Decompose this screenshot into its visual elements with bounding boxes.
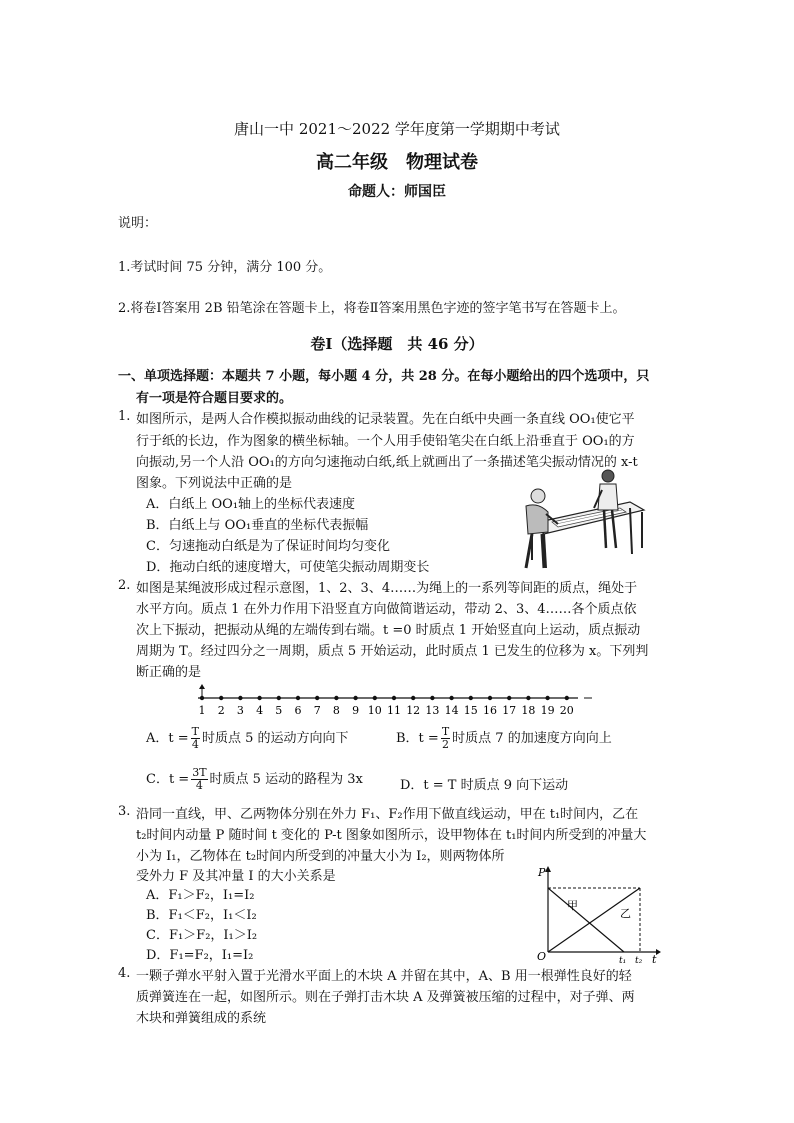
rope-point-12 bbox=[411, 696, 415, 700]
q2-line-2: 水平方向。质点 1 在外力作用下沿竖直方向做简谐运动，带动 2、3、4……各个质点依 bbox=[136, 602, 637, 617]
q3-line-1: 沿同一直线，甲、乙两物体分别在外力 F₁、F₂作用下做直线运动，甲在 t₁时间内，乙在 bbox=[136, 807, 639, 822]
rope-point-label-10: 10 bbox=[367, 704, 382, 717]
rope-point-11 bbox=[392, 696, 396, 700]
q1-line-1: 如图所示，是两人合作模拟振动曲线的记录装置。先在白纸中央画一条直线 OO₁使它平 bbox=[136, 412, 635, 427]
graph-label-o: O bbox=[537, 950, 547, 963]
graph-label-jia: 甲 bbox=[567, 899, 578, 912]
rope-point-label-18: 18 bbox=[521, 704, 536, 717]
rope-point-label-14: 14 bbox=[444, 704, 459, 717]
q3-line-3: 小为 I₁，乙物体在 t₂时间内所受到的冲量大小为 I₂，则两物体所 bbox=[136, 849, 505, 864]
rope-point-label-12: 12 bbox=[406, 704, 421, 717]
q1-line-4: 图象。下列说法中正确的是 bbox=[136, 476, 293, 491]
q2-c-denominator: 4 bbox=[195, 779, 203, 792]
rope-point-label-17: 17 bbox=[502, 704, 517, 717]
author-line: 命题人：师国臣 bbox=[348, 184, 446, 200]
q3-option-b: B．F₁＜F₂，I₁＜I₂ bbox=[146, 908, 257, 923]
rope-point-9 bbox=[353, 696, 357, 700]
school-exam-title: 唐山一中 2021～2022 学年度第一学期期中考试 bbox=[234, 120, 560, 138]
q2-a-fraction bbox=[191, 726, 200, 751]
rope-point-label-15: 15 bbox=[463, 704, 478, 717]
q2-b-denominator: 2 bbox=[441, 738, 449, 751]
q2-line-1: 如图是某绳波形成过程示意图，1、2、3、4……为绳上的一系列等间距的质点，绳处于 bbox=[136, 581, 638, 596]
q4-number: 4. bbox=[118, 966, 131, 981]
q3-line-2: t₂时间内动量 P 随时间 t 变化的 P-t 图象如图所示，设甲物体在 t₁时间内所受到的冲量大 bbox=[136, 828, 647, 843]
q4-line-1: 一颗子弹水平射入置于光滑水平面上的木块 A 并留在其中，A、B 用一根弹性良好的轻 bbox=[136, 969, 632, 984]
rope-point-label-9: 9 bbox=[352, 704, 360, 717]
notes-item-2: 2.将卷Ⅰ答案用 2B 铅笔涂在答题卡上，将卷Ⅱ答案用黑色字迹的签字笔书写在答题卡上。 bbox=[118, 301, 626, 316]
rope-point-label-11: 11 bbox=[387, 704, 401, 717]
q2-a-prefix: A．t = bbox=[146, 731, 189, 746]
q4-line-3: 木块和弹簧组成的系统 bbox=[136, 1011, 267, 1026]
q2-c-text: 时质点 5 运动的路程为 3x bbox=[209, 772, 363, 787]
q2-c-numerator: 3T bbox=[192, 766, 207, 779]
q3-number: 3. bbox=[118, 804, 131, 819]
q2-b-fraction bbox=[441, 726, 450, 751]
q2-a-denominator: 4 bbox=[191, 738, 199, 751]
graph-line-yi bbox=[548, 888, 640, 952]
q2-a-numerator: T bbox=[191, 725, 199, 738]
q3-option-d: D．F₁=F₂，I₁=I₂ bbox=[146, 948, 254, 963]
rope-point-10 bbox=[373, 696, 377, 700]
q1-option-b: B．白纸上与 OO₁垂直的坐标代表振幅 bbox=[146, 518, 369, 533]
q2-c-prefix: C．t = bbox=[146, 772, 190, 787]
rope-up-arrow-head bbox=[199, 684, 205, 689]
rope-point-label-19: 19 bbox=[540, 704, 555, 717]
q2-a-text: 时质点 5 的运动方向向下 bbox=[201, 731, 349, 746]
notes-item-1: 1.考试时间 75 分钟，满分 100 分。 bbox=[118, 260, 332, 275]
rope-point-18 bbox=[526, 696, 530, 700]
rope-point-6 bbox=[296, 696, 300, 700]
q1-option-d: D．拖动白纸的速度增大，可使笔尖振动周期变长 bbox=[146, 560, 430, 575]
q2-b-text: 时质点 7 的加速度方向向上 bbox=[452, 731, 612, 746]
rope-point-19 bbox=[545, 696, 549, 700]
rope-point-label-1: 1 bbox=[198, 704, 206, 717]
rope-point-14 bbox=[449, 696, 453, 700]
q4-line-2: 质弹簧连在一起，如图所示。则在子弹打击木块 A 及弹簧被压缩的过程中，对子弹、两 bbox=[136, 990, 635, 1005]
q3-option-c: C．F₁＞F₂，I₁＞I₂ bbox=[146, 928, 258, 943]
rope-point-7 bbox=[315, 696, 319, 700]
q1-number: 1. bbox=[118, 409, 131, 424]
rope-point-3 bbox=[238, 696, 242, 700]
graph-label-yi: 乙 bbox=[620, 907, 631, 920]
grade-subject-title: 高二年级 物理试卷 bbox=[316, 152, 478, 173]
q2-line-5: 断正确的是 bbox=[136, 665, 202, 680]
q2-option-a bbox=[146, 726, 349, 751]
rope-point-20 bbox=[565, 696, 569, 700]
q1-line-2: 行于纸的长边，作为图象的横坐标轴。一个人用手使铅笔尖在白纸上沿垂直于 OO₁的方 bbox=[136, 434, 635, 449]
q3-momentum-time-graph bbox=[534, 862, 664, 964]
rope-point-16 bbox=[488, 696, 492, 700]
rope-point-4 bbox=[257, 696, 261, 700]
rope-point-13 bbox=[430, 696, 434, 700]
rope-point-17 bbox=[507, 696, 511, 700]
rope-point-label-7: 7 bbox=[313, 704, 321, 717]
graph-line-jia bbox=[548, 888, 624, 952]
q2-b-prefix: B．t = bbox=[396, 731, 439, 746]
rope-point-label-2: 2 bbox=[217, 704, 225, 717]
q2-b-numerator: T bbox=[441, 725, 450, 738]
graph-p-arrow bbox=[545, 866, 551, 872]
q2-option-d: D．t = T 时质点 9 向下运动 bbox=[400, 778, 569, 793]
section-title: 卷Ⅰ（选择题 共 46 分） bbox=[310, 335, 484, 353]
q1-vibration-recorder-illustration bbox=[512, 468, 648, 572]
q2-option-c bbox=[146, 767, 363, 792]
rope-point-15 bbox=[469, 696, 473, 700]
q1-option-a: A．白纸上 OO₁轴上的坐标代表速度 bbox=[146, 497, 356, 512]
q2-number: 2. bbox=[118, 578, 131, 593]
rope-point-label-6: 6 bbox=[294, 704, 302, 717]
rope-point-5 bbox=[277, 696, 281, 700]
graph-label-t1: t₁ bbox=[619, 956, 627, 964]
q2-line-4: 周期为 T。经过四分之一周期，质点 5 开始运动，此时质点 1 已发生的位移为 x。下列判 bbox=[136, 644, 649, 659]
section-heading-line-2: 有一项是符合题目要求的。 bbox=[136, 391, 293, 406]
graph-t-arrow bbox=[656, 949, 661, 955]
rope-point-label-20: 20 bbox=[559, 704, 574, 717]
q2-line-3: 次上下振动，把振动从绳的左端传到右端。t =0 时质点 1 开始竖直向上运动，质点振动 bbox=[136, 623, 641, 638]
q3-option-a: A．F₁＞F₂，I₁=I₂ bbox=[146, 888, 255, 903]
rope-point-label-3: 3 bbox=[236, 704, 244, 717]
q1-line-3: 向振动,另一个人沿 OO₁的方向匀速拖动白纸,纸上就画出了一条描述笔尖振动情况的 x-t bbox=[136, 455, 638, 470]
q2-option-b bbox=[396, 726, 612, 751]
rope-point-label-16: 16 bbox=[483, 704, 497, 717]
notes-label: 说明： bbox=[118, 216, 158, 231]
rope-point-label-4: 4 bbox=[256, 704, 264, 717]
rope-point-label-13: 13 bbox=[425, 704, 440, 717]
q2-c-fraction bbox=[191, 767, 207, 792]
q3-line-4: 受外力 F 及其冲量 I 的大小关系是 bbox=[136, 869, 336, 884]
graph-label-p: P bbox=[538, 866, 546, 879]
rope-point-1 bbox=[200, 696, 204, 700]
q1-option-c: C．匀速拖动白纸是为了保证时间均匀变化 bbox=[146, 539, 390, 554]
rope-point-2 bbox=[219, 696, 223, 700]
graph-label-t: t bbox=[652, 953, 657, 964]
q2-rope-points-diagram bbox=[188, 684, 600, 720]
rope-point-label-8: 8 bbox=[332, 704, 340, 717]
section-heading-line-1: 一、单项选择题：本题共 7 小题，每小题 4 分，共 28 分。在每小题给出的四个选项中，只 bbox=[118, 369, 650, 384]
graph-label-t2: t₂ bbox=[635, 956, 643, 964]
rope-point-8 bbox=[334, 696, 338, 700]
rope-point-label-5: 5 bbox=[275, 704, 283, 717]
